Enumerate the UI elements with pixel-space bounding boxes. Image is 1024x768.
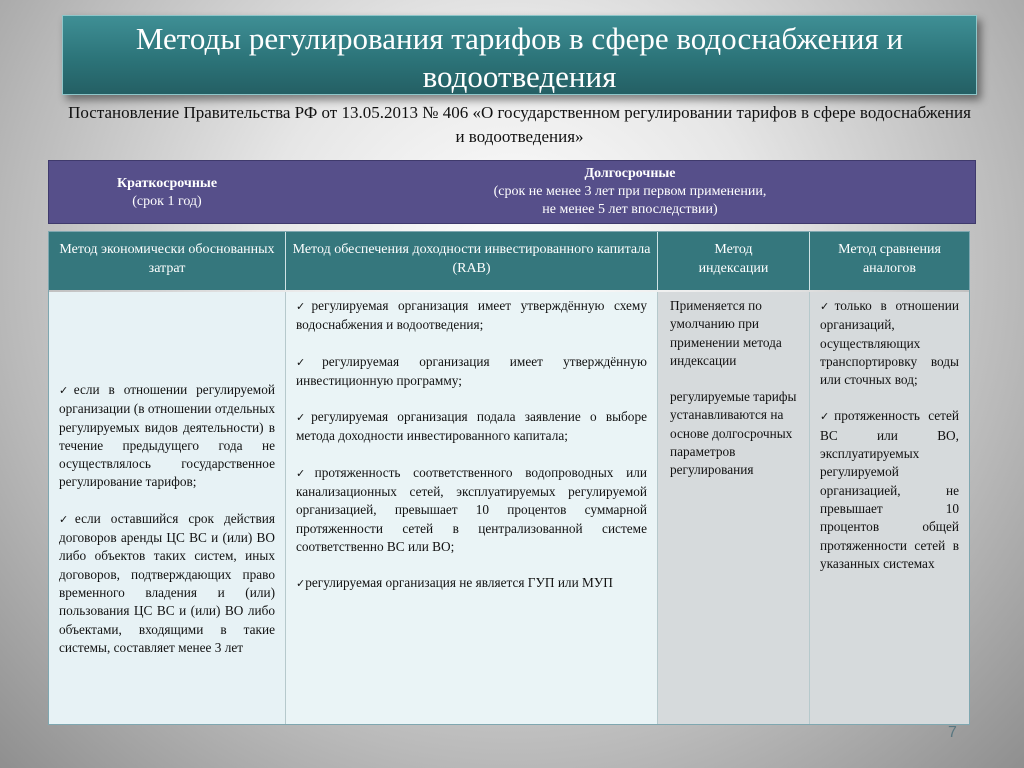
checkmark-icon: ✓ <box>59 512 75 526</box>
methods-table <box>48 231 970 725</box>
long-term-heading <box>285 165 975 219</box>
indexation-header-line-1: Метод <box>714 242 753 257</box>
indexation-header-line-2: индексации <box>698 261 769 276</box>
list-item: ✓регулируемая организация имеет утверждённую инвестиционную программу; <box>296 353 647 388</box>
checkmark-icon: ✓ <box>296 300 312 313</box>
indexation-method-conditions <box>658 292 810 724</box>
checkmark-icon: ✓ <box>296 466 315 480</box>
checkmark-icon: ✓ <box>296 577 306 591</box>
checkmark-icon: ✓ <box>59 384 74 397</box>
list-item: ✓только в отношении организаций, осуществляющих транспортировку воды или сточных вод; <box>820 298 959 388</box>
checkmark-icon: ✓ <box>296 355 323 369</box>
term-band <box>48 160 976 224</box>
long-term-note-2: не менее 5 лет впоследствии) <box>542 202 718 217</box>
list-item: ✓если в отношении регулируемой организации (в отношении отдельных регулируемых видов деятельности) в течение предыдущего года не осуществлялось государственное регулирование тарифов; <box>59 382 275 490</box>
column-header-indexation-method <box>658 232 810 290</box>
checkmark-icon: ✓ <box>820 300 835 313</box>
long-term-title: Долгосрочные <box>584 166 676 181</box>
checkmark-icon: ✓ <box>296 411 312 425</box>
long-term-note-1: (срок не менее 3 лет при первом применении, <box>493 184 767 199</box>
page-number: 7 <box>948 724 957 741</box>
column-header-rab-method: Метод обеспечения доходности инвестированного капитала (RAB) <box>286 232 658 290</box>
rab-method-conditions <box>286 292 658 724</box>
list-item: Применяется по умолчанию при применении метода индексации <box>670 298 782 368</box>
analog-method-conditions <box>810 292 969 724</box>
list-item: ✓регулируемая организация имеет утверждённую схему водоснабжения и водоотведения; <box>296 298 647 333</box>
column-header-analog-method: Метод сравнения аналогов <box>810 232 969 290</box>
list-item: ✓если оставшийся срок действия договоров аренды ЦС ВС и (или) ВО либо объектов таких систем, иных договоров, подтверждающих право временного владения и (или) пользования ЦС ВС и (или) ВО либо объектами, входящими в такие системы, составляет менее 3 лет <box>59 510 275 655</box>
short-term-note: (срок 1 год) <box>132 194 202 209</box>
slide-subtitle: Постановление Правительства РФ от 13.05.2013 № 406 «О государственном регулировании тарифов в сфере водоснабжения и водоотведения» <box>68 103 971 146</box>
column-header-cost-method: Метод экономически обоснованных затрат <box>49 232 286 290</box>
short-term-heading <box>49 175 285 211</box>
cost-method-conditions <box>49 292 286 724</box>
list-item: ✓регулируемая организация не является ГУП или МУП <box>296 575 613 591</box>
list-item: ✓протяженность сетей ВС или ВО, эксплуатируемых регулируемой организацией, не превышает 10 процентов общей протяженности сетей в указанных системах <box>820 408 960 571</box>
slide-title: Методы регулирования тарифов в сфере водоснабжения и водоотведения <box>62 15 977 95</box>
list-item: ✓регулируемая организация подала заявление о выборе метода доходности инвестированного капитала; <box>296 409 648 444</box>
list-item: регулируемые тарифы устанавливаются на основе долгосрочных параметров регулирования <box>670 389 797 478</box>
list-item: ✓протяженность соответственного водопроводных или канализационных сетей, эксплуатируемых регулируемой организацией, превышает 10 процентов суммарной протяженности сетей в централизованной системе соответственно ВС или ВО; <box>296 464 647 554</box>
short-term-title: Краткосрочные <box>116 176 218 191</box>
checkmark-icon: ✓ <box>820 410 835 424</box>
